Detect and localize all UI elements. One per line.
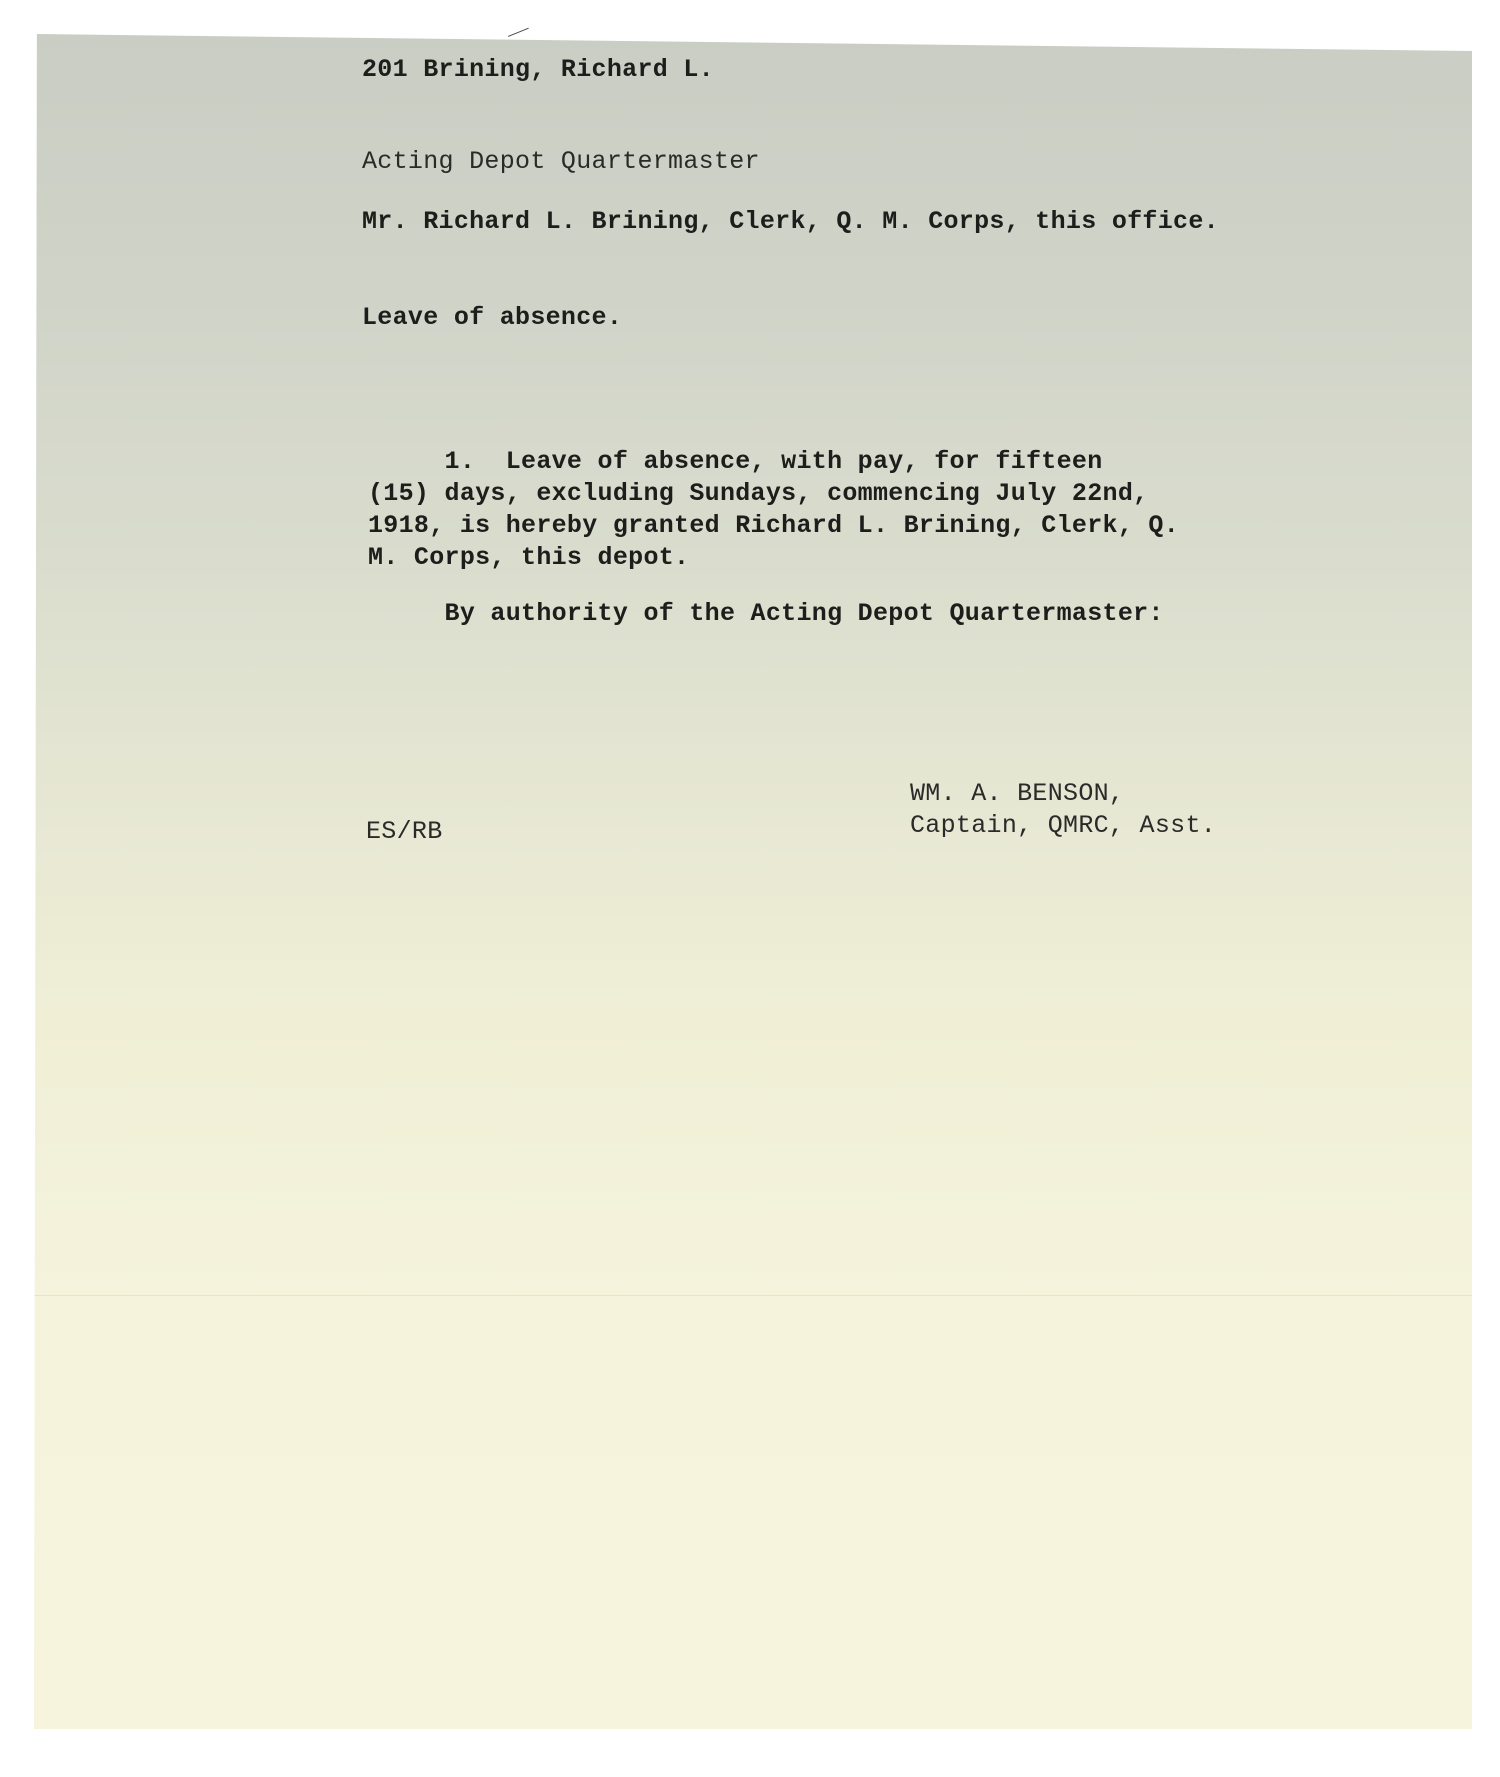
paragraph-line: 1. Leave of absence, with pay, for fifteen [368, 447, 1103, 476]
to-line: Mr. Richard L. Brining, Clerk, Q. M. Corps, this office. [362, 207, 1219, 236]
subject-line: Leave of absence. [362, 303, 623, 332]
authority-line: By authority of the Acting Depot Quartermaster: [368, 599, 1164, 628]
signatory-name: WM. A. BENSON, [910, 779, 1125, 808]
paragraph-line: (15) days, excluding Sundays, commencing July 22nd, [368, 479, 1149, 508]
file-heading: 201 Brining, Richard L. [362, 55, 714, 84]
paper-fold-line [34, 1295, 1472, 1296]
paragraph-line: M. Corps, this depot. [368, 543, 690, 572]
paragraph-line: 1918, is hereby granted Richard L. Brining, Clerk, Q. [368, 511, 1180, 540]
paper-sheet [34, 34, 1472, 1729]
from-line: Acting Depot Quartermaster [362, 147, 760, 176]
reference-initials: ES/RB [366, 817, 443, 846]
signatory-title: Captain, QMRC, Asst. [910, 811, 1217, 840]
